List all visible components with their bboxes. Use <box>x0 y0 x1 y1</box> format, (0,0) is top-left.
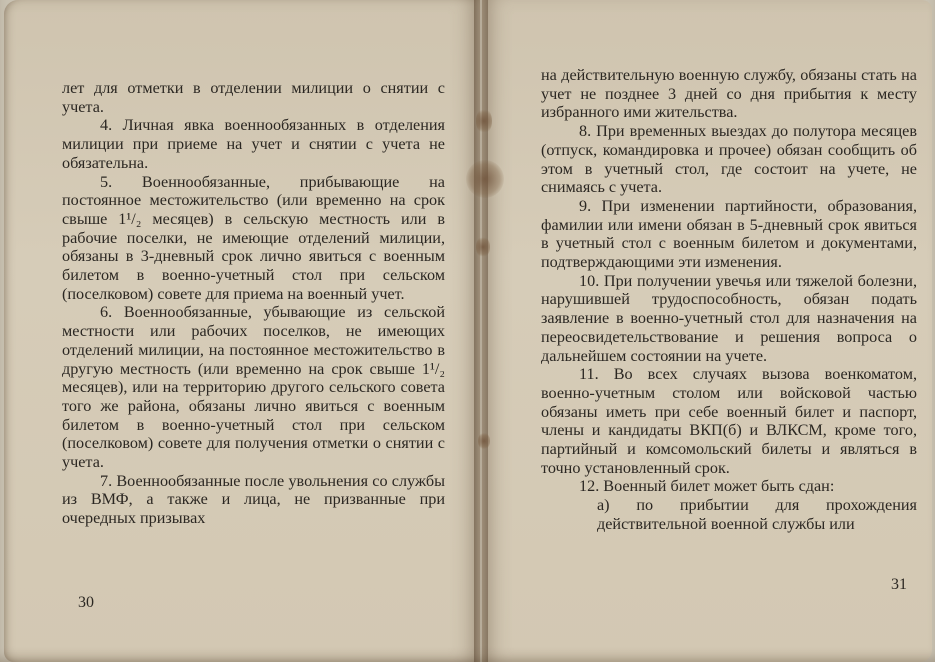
paragraph-item-6: 6. Военнообязанные, убывающие из сельской местности или рабочих поселков, не имеющих отделений милиции, на постоянное местожительство в другую местность (или временно на срок свыше 1¹/₂ месяцев), или на территорию другого сельского совета того же района, обязаны лично явиться с военным билетом в военно-учетный стол при сельском (поселковом) совете для получения отметки о снятии с учета. <box>62 303 445 472</box>
paragraph-item-12: 12. Военный билет может быть сдан: <box>579 477 835 496</box>
binding-stain <box>476 236 490 258</box>
right-page-text <box>541 66 917 534</box>
subparagraph-a: а) по прибытии для прохождения действительной военной службы или <box>597 496 917 533</box>
paragraph-item-5: 5. Военнообязанные, прибывающие на постоянное местожительство (или временно на срок свыше 1¹/₂ месяцев) в сельскую местность или в рабочие поселки, не имеющие отделений милиции, обязаны в 3-дневный срок лично явиться с военным билетом в военно-учетный стол при сельском (поселковом) совете для приема на военный учет. <box>62 172 445 303</box>
paragraph-item-7: 7. Военнообязанные после увольнения со службы из ВМФ, а также и лица, не призванные при очередных призывах <box>62 471 445 528</box>
paragraph-item-9: 9. При изменении партийности, образования, фамилии или имени обязан в 5-дневный срок явиться в учетный стол с военным билетом и документами, подтверждающими эти изменения. <box>541 196 917 272</box>
page-number-left: 30 <box>78 594 94 611</box>
paragraph: лет для отметки в отделении милиции о снятии с учета. <box>62 79 445 116</box>
page-number-right: 31 <box>891 576 907 593</box>
book-gutter <box>474 0 488 662</box>
binding-stain <box>478 432 490 450</box>
left-page-text <box>62 79 445 528</box>
binding-stain <box>466 160 504 198</box>
paragraph: на действительную военную службу, обязаны стать на учет не позднее 3 дней со дня прибытия к месту избранного ими жительства. <box>541 66 917 122</box>
paragraph-item-11: 11. Во всех случаях вызова военкоматом, военно-учетным столом или войсковой частью обязаны иметь при себе военный билет и паспорт, члены и кандидаты ВКП(б) и ВЛКСМ, кроме того, партийный и комсомольский билеты и являться в точно установленный срок. <box>541 365 917 477</box>
paragraph-item-10: 10. При получении увечья или тяжелой болезни, нарушившей трудоспособность, обязан подать заявление в военно-учетный стол для назначения на переосвидетельствование и решения вопроса о дальнейшем состоянии на учете. <box>541 271 917 365</box>
binding-stain <box>476 108 492 134</box>
paragraph-item-4: 4. Личная явка военнообязанных в отделения милиции при приеме на учет и снятии с учета не обязательна. <box>62 116 445 172</box>
paragraph-item-8: 8. При временных выездах до полутора месяцев (отпуск, командировка и прочее) обязан сообщить об этом в учетный стол, где состоит на учете, не снимаясь с учета. <box>541 122 917 197</box>
